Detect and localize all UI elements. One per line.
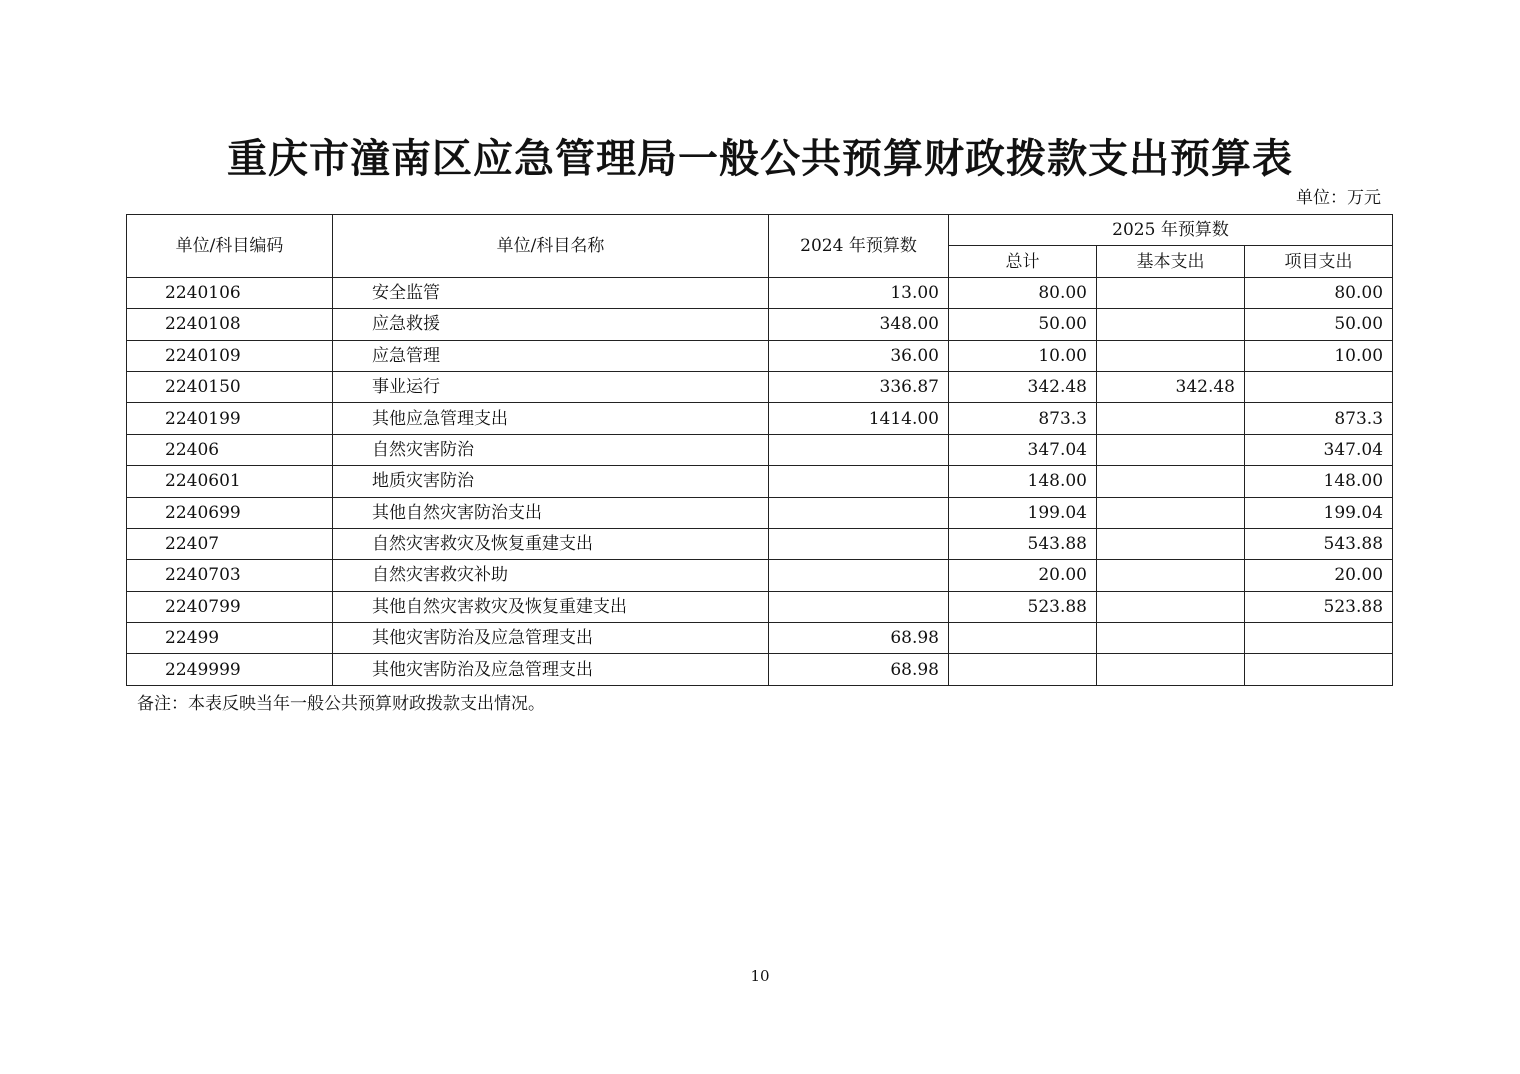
cell-budget-2024: 68.98: [769, 654, 949, 685]
table-row: [127, 623, 1393, 654]
cell-basic: [1097, 591, 1245, 622]
header-basic: 基本支出: [1097, 246, 1245, 277]
cell-code: 2240150: [127, 371, 333, 402]
cell-total: 50.00: [949, 309, 1097, 340]
cell-basic: [1097, 654, 1245, 685]
cell-budget-2024: 36.00: [769, 340, 949, 371]
cell-name: 自然灾害救灾补助: [333, 560, 769, 591]
cell-project: 50.00: [1245, 309, 1393, 340]
cell-project: 148.00: [1245, 466, 1393, 497]
cell-name: 其他自然灾害防治支出: [333, 497, 769, 528]
cell-total: 10.00: [949, 340, 1097, 371]
table-body: [127, 277, 1393, 685]
cell-budget-2024: [769, 466, 949, 497]
cell-budget-2024: [769, 434, 949, 465]
cell-total: 80.00: [949, 277, 1097, 308]
cell-basic: [1097, 560, 1245, 591]
cell-name: 其他灾害防治及应急管理支出: [333, 654, 769, 685]
cell-budget-2024: 336.87: [769, 371, 949, 402]
cell-name: 自然灾害救灾及恢复重建支出: [333, 528, 769, 559]
cell-code: 22406: [127, 434, 333, 465]
cell-name: 应急管理: [333, 340, 769, 371]
cell-name: 其他自然灾害救灾及恢复重建支出: [333, 591, 769, 622]
table-row: [127, 497, 1393, 528]
cell-code: 22407: [127, 528, 333, 559]
cell-name: 事业运行: [333, 371, 769, 402]
table-row: [127, 591, 1393, 622]
cell-code: 2240703: [127, 560, 333, 591]
cell-basic: [1097, 277, 1245, 308]
table-row: [127, 528, 1393, 559]
budget-table: [126, 214, 1393, 686]
cell-basic: [1097, 309, 1245, 340]
cell-code: 2240109: [127, 340, 333, 371]
cell-basic: 342.48: [1097, 371, 1245, 402]
table-row: [127, 309, 1393, 340]
header-budget-2025: 2025 年预算数: [949, 215, 1393, 246]
cell-budget-2024: 68.98: [769, 623, 949, 654]
cell-name: 地质灾害防治: [333, 466, 769, 497]
cell-total: 543.88: [949, 528, 1097, 559]
cell-budget-2024: [769, 528, 949, 559]
cell-basic: [1097, 528, 1245, 559]
cell-code: 2240601: [127, 466, 333, 497]
cell-budget-2024: 13.00: [769, 277, 949, 308]
cell-code: 2249999: [127, 654, 333, 685]
cell-basic: [1097, 340, 1245, 371]
cell-basic: [1097, 623, 1245, 654]
page-title: 重庆市潼南区应急管理局一般公共预算财政拨款支出预算表: [227, 135, 1293, 182]
table-row: [127, 277, 1393, 308]
cell-total: [949, 623, 1097, 654]
cell-budget-2024: [769, 560, 949, 591]
table-row: [127, 654, 1393, 685]
unit-label: 单位：万元: [1296, 188, 1381, 208]
cell-total: [949, 654, 1097, 685]
cell-code: 2240106: [127, 277, 333, 308]
header-total: 总计: [949, 246, 1097, 277]
cell-budget-2024: [769, 497, 949, 528]
header-budget-2024: 2024 年预算数: [769, 215, 949, 278]
cell-name: 安全监管: [333, 277, 769, 308]
cell-budget-2024: 1414.00: [769, 403, 949, 434]
cell-project: 543.88: [1245, 528, 1393, 559]
cell-project: 80.00: [1245, 277, 1393, 308]
header-row-top: [127, 215, 1393, 246]
cell-name: 其他应急管理支出: [333, 403, 769, 434]
cell-project: 10.00: [1245, 340, 1393, 371]
cell-basic: [1097, 403, 1245, 434]
header-code: 单位/科目编码: [127, 215, 333, 278]
cell-basic: [1097, 466, 1245, 497]
cell-basic: [1097, 497, 1245, 528]
cell-project: 523.88: [1245, 591, 1393, 622]
cell-project: 873.3: [1245, 403, 1393, 434]
cell-project: 199.04: [1245, 497, 1393, 528]
table-row: [127, 466, 1393, 497]
cell-budget-2024: 348.00: [769, 309, 949, 340]
cell-project: [1245, 371, 1393, 402]
cell-code: 22499: [127, 623, 333, 654]
cell-total: 347.04: [949, 434, 1097, 465]
table-row: [127, 403, 1393, 434]
table-row: [127, 434, 1393, 465]
cell-budget-2024: [769, 591, 949, 622]
table-row: [127, 340, 1393, 371]
cell-total: 20.00: [949, 560, 1097, 591]
header-project: 项目支出: [1245, 246, 1393, 277]
cell-total: 148.00: [949, 466, 1097, 497]
table-note: 备注：本表反映当年一般公共预算财政拨款支出情况。: [137, 694, 545, 714]
cell-total: 199.04: [949, 497, 1097, 528]
cell-total: 523.88: [949, 591, 1097, 622]
cell-project: 20.00: [1245, 560, 1393, 591]
page-number: 10: [750, 967, 770, 985]
cell-code: 2240108: [127, 309, 333, 340]
cell-code: 2240199: [127, 403, 333, 434]
cell-code: 2240699: [127, 497, 333, 528]
cell-project: [1245, 623, 1393, 654]
cell-name: 应急救援: [333, 309, 769, 340]
cell-total: 342.48: [949, 371, 1097, 402]
cell-project: [1245, 654, 1393, 685]
cell-code: 2240799: [127, 591, 333, 622]
table-row: [127, 371, 1393, 402]
table-row: [127, 560, 1393, 591]
cell-project: 347.04: [1245, 434, 1393, 465]
header-name: 单位/科目名称: [333, 215, 769, 278]
cell-name: 自然灾害防治: [333, 434, 769, 465]
cell-name: 其他灾害防治及应急管理支出: [333, 623, 769, 654]
cell-basic: [1097, 434, 1245, 465]
cell-total: 873.3: [949, 403, 1097, 434]
